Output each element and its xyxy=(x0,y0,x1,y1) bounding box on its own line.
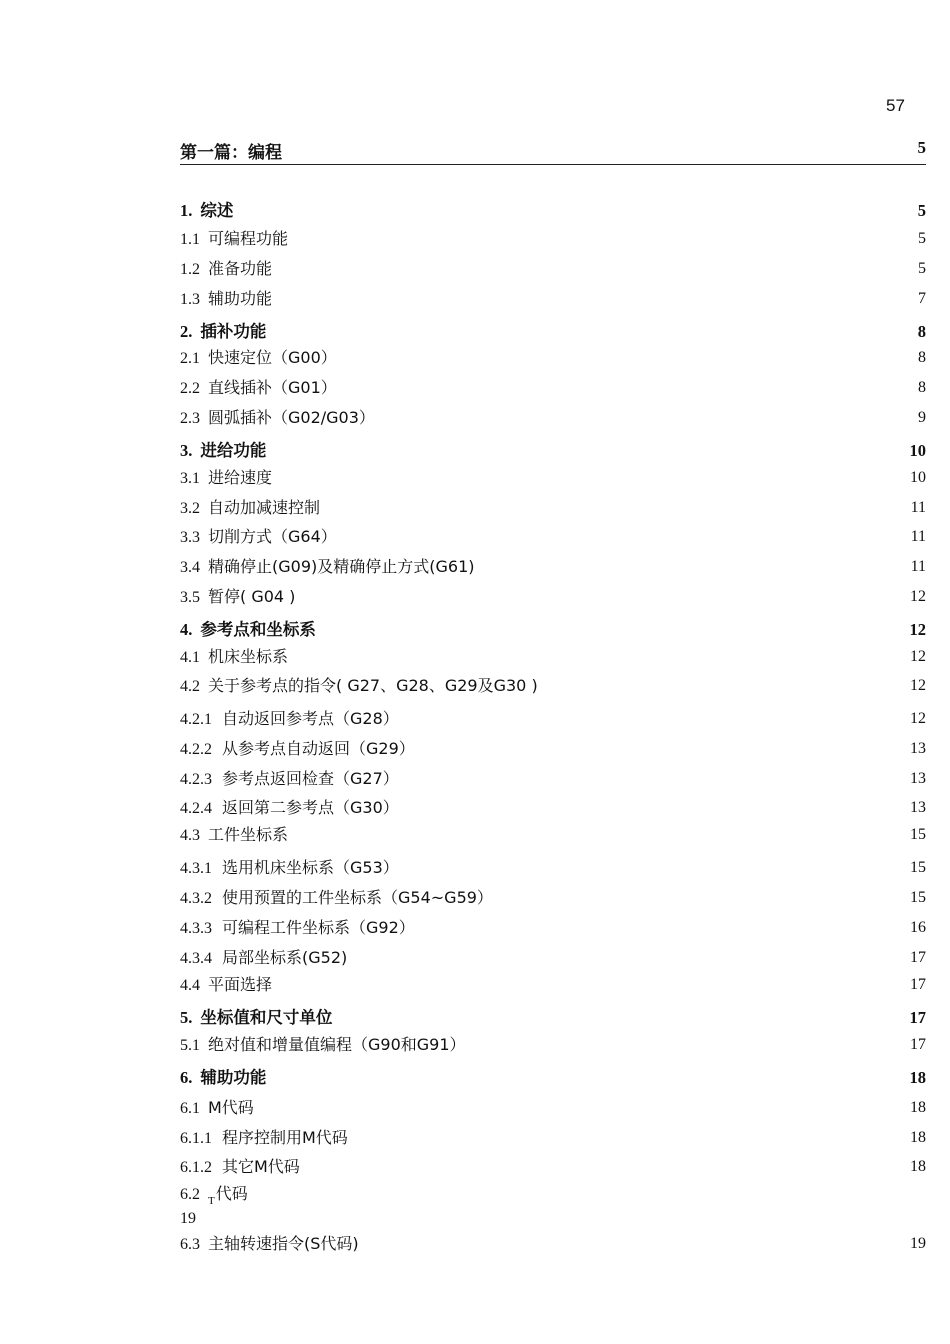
toc-entry-page: 11 xyxy=(910,558,926,575)
toc-entry-title: 使用预置的工件坐标系（G54~G59） xyxy=(222,888,493,907)
toc-entry-title: 进给功能 xyxy=(200,441,267,460)
toc-entry[interactable] xyxy=(180,796,926,820)
toc-entry[interactable] xyxy=(180,376,926,400)
toc-entry[interactable] xyxy=(180,555,926,579)
toc-entry-title: 坐标值和尺寸单位 xyxy=(200,1008,333,1027)
toc-entry-title: 程序控制用M代码 xyxy=(222,1128,348,1147)
toc-entry-6-2[interactable] xyxy=(180,1182,926,1206)
toc-entry-number: 4.3.1 xyxy=(180,860,212,877)
toc-entry-page: 15 xyxy=(910,826,926,843)
toc-entry-page: 10 xyxy=(909,441,926,460)
toc-entry[interactable] xyxy=(180,886,926,910)
part-page: 5 xyxy=(917,138,926,157)
toc-entry-title: 参考点返回检查（G27） xyxy=(222,769,399,788)
toc-entry-6-2-page: 19 xyxy=(180,1210,196,1227)
toc-entry-page: 13 xyxy=(910,740,926,757)
toc-entry-page: 5 xyxy=(918,260,926,277)
toc-entry-title: 快速定位（G00） xyxy=(208,348,337,367)
toc-entry-title: 代码 xyxy=(215,1184,248,1203)
toc-entry-number: 4.3.2 xyxy=(180,890,212,907)
toc-entry-page: 13 xyxy=(910,799,926,816)
toc-entry-page: 11 xyxy=(910,528,926,545)
toc-entry[interactable] xyxy=(180,525,926,549)
toc-entry[interactable] xyxy=(180,585,926,609)
toc-entry-number: 1.2 xyxy=(180,261,200,278)
toc-entry-title: 切削方式（G64） xyxy=(208,527,337,546)
toc-entry-number: 4.2 xyxy=(180,678,200,695)
toc-entry[interactable] xyxy=(180,1126,926,1150)
toc-entry[interactable] xyxy=(180,767,926,791)
toc-entry-page: 7 xyxy=(918,290,926,307)
toc-entry-title: 其它M代码 xyxy=(222,1157,300,1176)
toc-entry[interactable] xyxy=(180,645,926,669)
toc-entry-title: 辅助功能 xyxy=(200,1068,267,1087)
toc-entry[interactable] xyxy=(180,1006,926,1030)
toc-entry-number: 2. xyxy=(180,322,193,341)
toc-entry-number: 4.1 xyxy=(180,649,200,666)
toc-entry-page: 8 xyxy=(918,379,926,396)
toc-entry-number: 6.3 xyxy=(180,1236,200,1253)
toc-entry[interactable] xyxy=(180,674,926,698)
toc-entry-number: 2.1 xyxy=(180,350,200,367)
toc-entry-number: 4.2.4 xyxy=(180,800,212,817)
toc-entry-title: 关于参考点的指令( G27、G28、G29及G30 ) xyxy=(208,676,538,695)
toc-entry[interactable] xyxy=(180,199,926,223)
toc-entry[interactable] xyxy=(180,227,926,251)
toc-entry[interactable] xyxy=(180,1033,926,1057)
toc-entry[interactable] xyxy=(180,916,926,940)
toc-entry[interactable] xyxy=(180,856,926,880)
toc-entry-title: 进给速度 xyxy=(208,468,273,487)
part-title: 第一篇：编程 xyxy=(180,143,282,163)
toc-entry-title: 直线插补（G01） xyxy=(208,378,337,397)
toc-entry-title: 局部坐标系(G52) xyxy=(222,948,348,967)
toc-entry-page: 17 xyxy=(910,1036,926,1053)
toc-entry-number: 6.2 xyxy=(180,1186,200,1203)
toc-entry-number: 4.2.2 xyxy=(180,741,212,758)
toc-entry-number: 5.1 xyxy=(180,1037,200,1054)
toc-entry[interactable] xyxy=(180,737,926,761)
toc-entry[interactable] xyxy=(180,320,926,344)
toc-entry-number: 3.3 xyxy=(180,529,200,546)
toc-entry[interactable] xyxy=(180,946,926,970)
toc-entry[interactable] xyxy=(180,823,926,847)
toc-entry-title: 工件坐标系 xyxy=(208,825,289,844)
toc-entry-number: 4.3.4 xyxy=(180,950,212,967)
toc-entry-title: 机床坐标系 xyxy=(208,647,289,666)
toc-entry-title: 圆弧插补（G02/G03） xyxy=(208,408,375,427)
toc-entry[interactable] xyxy=(180,1066,926,1090)
toc-entry[interactable] xyxy=(180,1096,926,1120)
toc-entry-number: 4.3 xyxy=(180,827,200,844)
toc-entry-title: 精确停止(G09)及精确停止方式(G61) xyxy=(208,557,475,576)
toc-entry[interactable] xyxy=(180,496,926,520)
toc-entry-title: 可编程功能 xyxy=(208,229,289,248)
toc-entry-page: 12 xyxy=(910,648,926,665)
toc-entry-page: 18 xyxy=(910,1158,926,1175)
page-number: 57 xyxy=(886,96,905,115)
toc-entry-page: 16 xyxy=(910,919,926,936)
toc-entry-number: 6.1.1 xyxy=(180,1130,212,1147)
toc-entry-title: 自动返回参考点（G28） xyxy=(222,709,399,728)
toc-entry-number: 4.2.3 xyxy=(180,771,212,788)
toc-entry-number: 3. xyxy=(180,441,193,460)
toc-entry-page: 15 xyxy=(910,889,926,906)
toc-entry-number: 3.4 xyxy=(180,559,200,576)
toc-entry-page: 19 xyxy=(910,1235,926,1252)
toc-entry-page: 8 xyxy=(918,349,926,366)
toc-entry-title: 平面选择 xyxy=(208,975,273,994)
toc-entry[interactable] xyxy=(180,973,926,997)
toc-entry-number: 3.1 xyxy=(180,470,200,487)
toc-entry-title: 选用机床坐标系（G53） xyxy=(222,858,399,877)
toc-entry-page: 9 xyxy=(918,409,926,426)
toc-entry-number: 1. xyxy=(180,201,193,220)
toc-entry-page: 12 xyxy=(909,620,926,639)
toc-entry-page: 15 xyxy=(910,859,926,876)
toc-entry[interactable] xyxy=(180,406,926,430)
toc-entry-page: 11 xyxy=(910,499,926,516)
toc-entry-page: 5 xyxy=(917,201,926,220)
toc-entry[interactable] xyxy=(180,707,926,731)
toc-entry[interactable] xyxy=(180,1155,926,1179)
toc-entry-number: 3.5 xyxy=(180,589,200,606)
toc-entry-page: 10 xyxy=(910,469,926,486)
toc-entry-page: 12 xyxy=(910,677,926,694)
toc-entry-number: 4.3.3 xyxy=(180,920,212,937)
toc-entry-page: 12 xyxy=(910,588,926,605)
toc-entry-number: 6.1.2 xyxy=(180,1159,212,1176)
toc-entry-title: 暂停( G04 ) xyxy=(208,587,296,606)
part-heading xyxy=(180,138,926,165)
toc-entry-title: 可编程工件坐标系（G92） xyxy=(222,918,415,937)
toc-entry-page: 13 xyxy=(910,770,926,787)
toc-entry[interactable] xyxy=(180,346,926,370)
toc-entry-page: 17 xyxy=(910,949,926,966)
toc-entry-number: 6.1 xyxy=(180,1100,200,1117)
toc-entry-title: 准备功能 xyxy=(208,259,273,278)
toc-entry-number: 6. xyxy=(180,1068,193,1087)
toc-entry-page: 18 xyxy=(909,1068,926,1087)
toc-entry-page: 5 xyxy=(918,230,926,247)
toc-entry-number: 4.4 xyxy=(180,977,200,994)
toc-entry-page: 18 xyxy=(910,1129,926,1146)
toc-entry-number: 4.2.1 xyxy=(180,711,212,728)
toc-entry[interactable] xyxy=(180,257,926,281)
toc-entry-title: 辅助功能 xyxy=(208,289,273,308)
toc-entry-number: 5. xyxy=(180,1008,193,1027)
toc-entry[interactable] xyxy=(180,466,926,490)
toc-entry-number: 1.3 xyxy=(180,291,200,308)
toc-entry-title: 自动加减速控制 xyxy=(208,498,321,517)
toc-entry-page: 17 xyxy=(909,1008,926,1027)
toc-entry-number: 3.2 xyxy=(180,500,200,517)
toc-entry-page: 8 xyxy=(917,322,926,341)
toc-entry-number: 2.2 xyxy=(180,380,200,397)
toc-entry-6-3[interactable] xyxy=(180,1232,926,1256)
toc-entry-number: 2.3 xyxy=(180,410,200,427)
toc-entry-number: 1.1 xyxy=(180,231,200,248)
toc-entry[interactable] xyxy=(180,439,926,463)
toc-entry-number: 4. xyxy=(180,620,193,639)
toc-entry-title: 参考点和坐标系 xyxy=(200,620,316,639)
toc-entry-title: 返回第二参考点（G30） xyxy=(222,798,399,817)
toc-entry-page: 18 xyxy=(910,1099,926,1116)
toc-entry-title: 插补功能 xyxy=(200,322,267,341)
toc-entry-title: 绝对值和增量值编程（G90和G91） xyxy=(208,1035,466,1054)
toc-entry-page: 12 xyxy=(910,710,926,727)
toc-entry[interactable] xyxy=(180,618,926,642)
toc-entry-title: 从参考点自动返回（G29） xyxy=(222,739,415,758)
toc-entry-title: 主轴转速指令(S代码) xyxy=(208,1234,359,1253)
toc-entry-title: 综述 xyxy=(200,201,234,220)
toc-entry-subscript: T xyxy=(208,1195,215,1207)
toc-entry[interactable] xyxy=(180,287,926,311)
toc-entry-title: M代码 xyxy=(208,1098,254,1117)
toc-entry-page: 17 xyxy=(910,976,926,993)
